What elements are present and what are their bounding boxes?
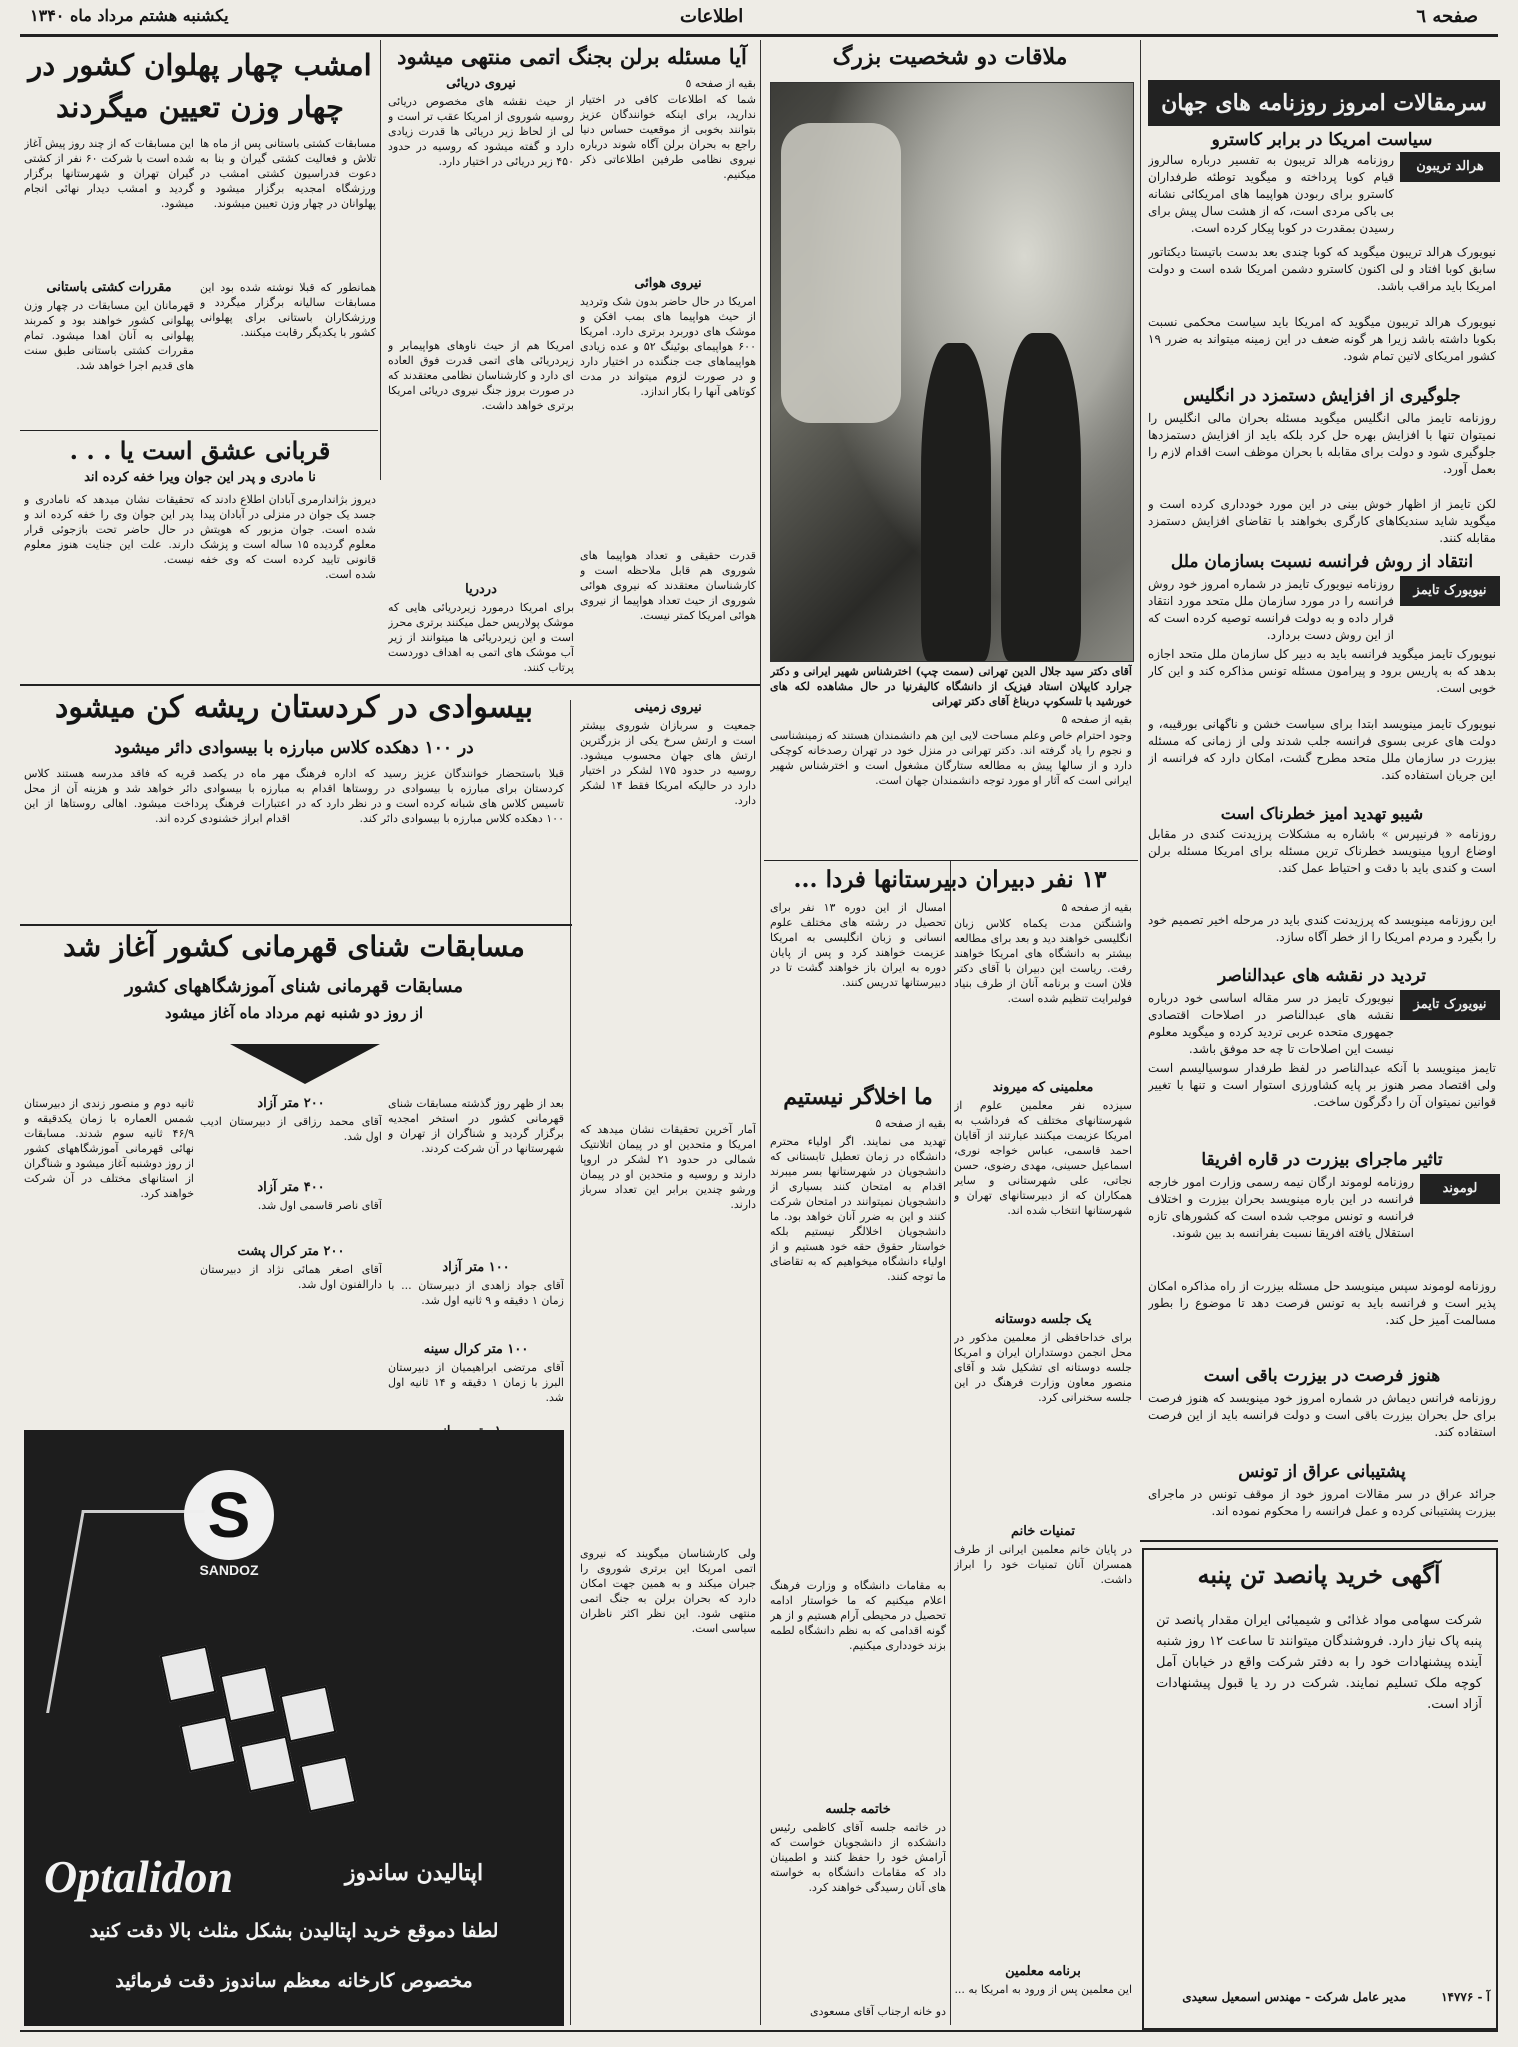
championship-text-p6: آقای ناصر قاسمی اول شد. — [257, 1199, 382, 1212]
box-icon-3 — [280, 1686, 337, 1743]
cotton-ad-headline: آگهی خرید پانصد تن پنبه — [1197, 1560, 1441, 1589]
headline-castro: سیاست امریکا در برابر کاسترو — [1211, 130, 1433, 150]
berlin-text-p3: از حیث نقشه های مخصوص دریائی روسیه شوروی از امریکا عقب تر است و لی از لحاظ زیر دریائی ها قدرت زیادی دارد و گفته میشود که روسیه در حدود ۴۵۰ زیر دریائی در اختیار دارد. — [388, 95, 574, 168]
championship-sub-200free: ۲۰۰ متر آزاد — [257, 1096, 325, 1111]
moral-footer: دو خانه ارجناب آقای مسعودی — [810, 2005, 946, 2018]
wrestling-text-p2: این مسابقات که از چند روز پیش آغاز شده است با شرکت ۶۰ نفر از کشتی گیران تهران و شهرستانها برگزار گردید و امشب دیدار نهائی انجام میشود. — [24, 137, 194, 210]
cotton-ad-text: شرکت سهامی مواد غذائی و شیمیائی ایران مقدار پانصد تن پنبه پاک نیاز دارد. فروشندگان میتوانند تا ساعت ۱۲ روز شنبه آینده پیشنهادات خود را به دفتر شرکت واقع در خیابان آمل کوچه ملک تسلیم نمایند. شرکت در رد یا قبول پیشنهادات آزاد است. — [1156, 1613, 1482, 1712]
article-castro-p1: روزنامه هرالد تریبون به تفسیر درباره سالروز قیام کوبا پرداخته و میگوید توطئه طرفداران کاسترو برای ربودن هواپیما های امریکائی نشانه بی باکی مردی است، که از هشت سال پیش برای رسیدن بمقدرت در کوبا پیکار کرده است. — [1148, 153, 1394, 235]
teachers-text-p2: امسال از این دوره ۱۳ نفر برای تحصیل در رشته های مختلف علوم انسانی و زبان انگلیسی به امریکا عزیمت خواهند کرد و پس از پایان دوره به ایران باز خواهند گشت تا در دبیرستانها تدریس کنند. — [770, 901, 946, 989]
down-arrow-icon — [230, 1040, 380, 1088]
optalidon-product: Optalidon — [44, 1851, 234, 1902]
berlin-text-p1: شما که اطلاعات کافی در اختیار ندارید، برای اینکه خوانندگان عزیز بتوانند بخوبی از موقعیت حساس دنیا راجع به بحران برلن آگاه شوند درباره نیروی نظامی طرفین اطلاعاتی ذکر میکنیم. — [580, 93, 756, 181]
optalidon-line1: لطفا دموقع خرید اپتالیدن بشکل مثلث بالا دقت کنید — [89, 1920, 499, 1942]
wrestling-headline: امشب چهار پهلوان کشور در چهار وزن تعیین میگردند — [28, 48, 372, 124]
love-headline: قربانی عشق است یا . . . — [69, 436, 331, 465]
berlin-cont: بقیه از صفحه ٥ — [685, 77, 756, 90]
love-text-p1: دیروز بژاندارمری آبادان اطلاع دادند که جسد یک جوان در منزلی در آبادان پیدا شده است. جوان مزبور که هویتش معلوم گردیده ۱۵ ساله است و پزشک قانونی تایید کرده است که وی خفه شده است. — [200, 493, 376, 581]
telescope-shape — [781, 123, 901, 423]
meeting-photo — [770, 82, 1134, 662]
headline-threat: شیبو تهدید امیز خطرناک است — [1220, 804, 1424, 823]
love-text-p2: تحقیقات نشان میدهد که نامادری و پدر این جوان وی را خفه کرده اند و در حال حاضر تحت بازجوئی قرار دارند. علت این جنایت هنوز معلوم نیست. — [24, 493, 194, 566]
article-un-p1: روزنامه نیویورک تایمز در شماره امروز خود روش فرانسه را در مورد سازمان ملل متحد مورد انتقاد قرار داده و به دولت فرانسه توصیه کرده است که از این روش دست بردارد. — [1148, 577, 1394, 642]
issue-date: یکشنبه هشتم مرداد ماه ۱۳۴۰ — [30, 6, 229, 25]
article-wages-p1: روزنامه تایمز مالی انگلیس میگوید مسئله بحران مالی انگلیس را نمیتوان تنها با افزایش بهره حل کرد بلکه باید از افزایش دستمزدها جلوگیری شود و دولت برای مقابله با بحران موظف است اقدام لازم را بعمل آورد. — [1148, 411, 1496, 476]
person-right — [1001, 333, 1081, 661]
person-left — [921, 343, 991, 661]
headline-bizerte-chance: هنوز فرصت در بیزرت باقی است — [1203, 1366, 1441, 1386]
championship-sub-400free: ۴۰۰ متر آزاد — [257, 1180, 325, 1195]
love-subheadline: نا مادری و پدر این جوان ویرا خفه کرده اند — [84, 470, 316, 485]
championship-subheadline: مسابقات قهرمانی شنای آموزشگاههای کشور — [125, 976, 463, 997]
headline-nasser: تردید در نقشه های عبدالناصر — [1217, 966, 1427, 986]
sandoz-brand: SANDOZ — [199, 1562, 259, 1578]
illiteracy-subheadline: در ۱۰۰ دهکده کلاس مبارزه با بیسوادی دائر میشود — [114, 738, 474, 758]
berlin-text-p2: امریکا در حال حاضر بدون شک وتردید از حیث هواپیما های بمب افکن و موشک های دوربرد برتری دارد. امریکا ۶۰۰ هواپیمای بوئینگ ۵۲ و عده زیادی هواپیماهای جت جنگنده در اختیار دارد و در صورت لزوم میتواند در مدت کوتاهی آنها را بکار اندازد. — [580, 295, 756, 398]
teachers-text-p5: در پایان خانم معلمین ایرانی از طرف همسران آنان تمنیات خود را ابراز داشت. — [954, 1543, 1132, 1586]
illiteracy-headline: بیسوادی در کردستان ریشه کن میشود — [54, 690, 533, 725]
article-threat-p1: روزنامه « فرنیپرس » باشاره به مشکلات پرزیدنت کندی در مقابل اوضاع اروپا مینویسد خطرناک ترین مسئله برای امریکا مسئله برلن است و کندی باید با دقت و احتیاط عمل کند. — [1148, 827, 1496, 875]
article-bizerte-africa-p1: روزنامه لوموند ارگان نیمه رسمی وزارت امور خارجه فرانسه در این باره مینویسد بحران بیزرت و اختلاف فرانسه و تونس موجب شده است که کشورهای تازه استقلال یافته افریقا نسبت بفرانسه بد بین شوند. — [1148, 1175, 1414, 1240]
teachers-sub-going: معلمینی که میروند — [992, 1080, 1094, 1095]
wrestling-text-p4: قهرمانان این مسابقات در چهار وزن پهلوانی کشور خواهند بود و کمربند پهلوانی به آنان اهدا میشود. تمام مقررات کشتی باستانی طبق سنت های قدیم اجرا خواهد شد. — [24, 299, 194, 372]
championship-text-p1: بعد از ظهر روز گذشته مسابقات شنای قهرمانی کشور در استخر امجدیه برگزار گردید و شناگران از تهران و شهرستانها در آن شرکت کردند. — [388, 1097, 564, 1155]
box-icon-5 — [240, 1736, 297, 1793]
championship-text-p3: آقای مرتضی ابراهیمیان از دبیرستان البرز با زمان ۱ دقیقه و ۱۴ ثانیه اول شد. — [388, 1361, 564, 1404]
world-press-banner: سرمقالات امروز روزنامه های جهان — [1148, 80, 1500, 126]
sandoz-logo-icon: S — [184, 1470, 274, 1560]
article-wages-p2: لکن تایمز از اظهار خوش بینی در این مورد خودداری کرده است و میگوید شاید سندیکاهای کارگری بخواهند با تقاضای افزایش دستمزد مقابله کنند. — [1148, 497, 1496, 545]
illiteracy-text-p1: قبلا باستحضار خوانندگان عزیز رسید که اداره فرهنگ کردستان برای مبارزه با بیسوادی در روستاها اقدام به تاسیس کلاس های شبانه کرده است و در نظر دارد که در ۱۰۰ دهکده کلاس مبارزه با بیسوادی دائر کند. — [296, 767, 564, 825]
box-icon-4 — [180, 1716, 237, 1773]
teachers-sub-wishes: تمنیات خانم — [1011, 1524, 1075, 1539]
optalidon-persian: اپتالیدن ساندوز — [344, 1860, 484, 1886]
berlin-sub-sea: دردریا — [465, 582, 497, 597]
wrestling-sub-rules: مقررات کشتی باستانی — [46, 280, 172, 295]
teachers-text-p6: این معلمین پس از ورود به امریکا به ... — [954, 1983, 1132, 1996]
article-nasser-p1: نیویورک تایمز در سر مقاله اساسی خود درباره نقشه های عبدالناصر در اصلاحات اقتصادی جمهوری متحده عربی تردید کرده و میگوید معلوم نیست این اصلاحات تا چه حد موفق باشد. — [1148, 991, 1394, 1056]
meeting-text: وجود احترام خاص وعلم مساحت لایی این هم دانشمندان هستند که زمینشناسی و نجوم را یاد گرفته اند. دکتر تهرانی در منزل خود در تهران رصدخانه کوچکی دارد و از سالها پیش به مطالعه ستارگان مشغول است و اخترشناس شهیر ایرانی است که آثار او مورد توجه دانشمندان جهان است. — [770, 729, 1132, 787]
teachers-sub-meeting: یک جلسه دوستانه — [994, 1312, 1092, 1327]
optalidon-line2: مخصوص کارخانه معظم ساندوز دقت فرمائید — [115, 1970, 473, 1992]
championship-subheadline-2: از روز دو شنبه نهم مرداد ماه آغاز میشود — [164, 1004, 424, 1022]
meeting-cont: بقیه از صفحه ۵ — [1061, 713, 1132, 726]
cotton-ad-code: آ - ۱۴۷۷۶ — [1441, 1990, 1490, 2004]
wrestling-text-p1: مسابقات کشتی باستانی پس از ماه ها تلاش و فعالیت کشتی گیران و بنا به دعوت فدراسیون کشتی امشب در ورزشگاه امجدیه برگزار میشود و پهلوانان در چهار وزن تعیین میشوند. — [200, 137, 376, 210]
paper-name: اطلاعات — [680, 6, 744, 27]
paper-label-herald: هرالد تریبون — [1400, 152, 1500, 182]
moral-text-p3: در خاتمه جلسه آقای کاظمی رئیس دانشکده از دانشجویان خواست که آرامش خود را حفظ کنند و اطمینان داد که مقامات دانشگاه به خواسته های آنان رسیدگی خواهند کرد. — [770, 1821, 946, 1894]
moral-text-p1: تهدید می نمایند. اگر اولیاء محترم دانشگاه در زمان تعطیل تابستانی که دانشجویان در شهرستانها بسر میبرند اقدام به امتحان کنند بسیاری از دانشجویان نمیتوانند در امتحان شرکت کنند و این به ضرر آنان خواهد بود. ما دانشجویان اخلالگر نیستیم بلکه خواستار حقوق حقه خود هستیم و از اولیاء دانشگاه میخواهیم که به تقاضای ما توجه کنند. — [770, 1135, 946, 1283]
article-nasser-p2: تایمز مینویسد با آنکه عبدالناصر در لفظ طرفدار سوسیالیسم است ولی اقتصاد مصر هنوز بر پایه کشاورزی استوار است و تنها با تغییر قوانین نمیتوان آن را دگرگون ساخت. — [1148, 1061, 1496, 1109]
article-un-p2: نیویورک تایمز میگوید فرانسه باید به دبیر کل سازمان ملل متحد اجازه بدهد که به پاریس برود و پیرامون مسئله تونس مذاکره کند و این کار خوبی است. — [1148, 647, 1496, 695]
berlin-text-p2b: قدرت حقیقی و تعداد هواپیما های شوروی هم قابل ملاحظه است و کارشناسان معتقدند که نیروی هوائی شوروی از حیث تعداد هواپیما از نیروی هوائی امریکا کمتر نیست. — [580, 549, 756, 622]
championship-sub-100free: ۱۰۰ متر آزاد — [442, 1260, 510, 1275]
moral-text-p2: به مقامات دانشگاه و وزارت فرهنگ اعلام میکنیم که ما خواستار ادامه تحصیل در محیطی آرام هستیم و از هر گونه اقدامی که به نظم دانشگاه لطمه بزند خودداری میکنیم. — [770, 1579, 946, 1652]
article-castro-p3: نیویورک هرالد تریبون میگوید که امریکا باید سیاست محکمی نسبت بکوبا داشته باشد زیرا هر گونه ضعف در این زمینه میتواند به ضرر ۱۹ کشور امریکای لاتین تمام شود. — [1148, 315, 1496, 363]
headline-iraq: پشتیبانی عراق از تونس — [1238, 1462, 1406, 1482]
paper-label-nyt-2: نیویورک تایمز — [1400, 990, 1500, 1020]
berlin-text-p5c: ولی کارشناسان میگویند که نیروی اتمی امریکا این برتری شوروی را جبران میکند و به همین جهت امکان دارد که بحران برلن به جنگ اتمی منتهی شود. این نظر اکثر ناظران سیاسی است. — [580, 1547, 756, 1635]
teachers-text-p4: برای خداحافظی از معلمین مذکور در محل انجمن دوستداران ایران و امریکا جلسه دوستانه ای تشکیل شد و آقای منصور معاون وزارت فرهنگ در این جلسه سخنرانی کرد. — [954, 1331, 1132, 1404]
wrestling-text-p3: همانطور که قبلا نوشته شده بود این مسابقات سالیانه برگزار میگردد و ورزشکاران باستانی برای پهلوانی کشور با یکدیگر رقابت میکنند. — [200, 281, 376, 339]
berlin-sub-air: نیروی هوائی — [634, 276, 702, 291]
meeting-headline: ملاقات دو شخصیت بزرگ — [832, 44, 1068, 70]
article-iraq: جرائد عراق در سر مقالات امروز خود از موقف تونس در ماجرای بیزرت پشتیبانی کرده و عمل فرانسه را محکوم نموده اند. — [1148, 1487, 1496, 1518]
box-icon-6 — [300, 1756, 357, 1813]
headline-wages: جلوگیری از افزایش دستمزد در انگلیس — [1183, 386, 1461, 406]
championship-text-p7: آقای اصغر همائی نژاد از دبیرستان دارالفنون اول شد. — [200, 1263, 382, 1291]
headline-bizerte-africa: تاثیر ماجرای بیزرت در قاره افریقا — [1201, 1150, 1443, 1170]
paper-label-lemonde: لوموند — [1420, 1174, 1500, 1204]
cotton-ad-signature: مدیر عامل شرکت - مهندس اسمعیل سعیدی — [1182, 1990, 1406, 2004]
page-number: صفحه ٦ — [1416, 6, 1478, 27]
box-icon-2 — [220, 1666, 277, 1723]
article-un-p3: نیویورک تایمز مینویسد ابتدا برای سیاست خشن و ناگهانی بورقیبه، و دولت های عربی بسوی فرانسه جلب شدند ولی از زمانی که مسئله بیزرت در سازمان ملل متحد مطرح گشت، امکان دارد که فرانسه از این جریان استفاده کند. — [1148, 717, 1496, 782]
teachers-text-p3: سیزده نفر معلمین علوم از شهرستانهای مختلف که فرداشب به امریکا عزیمت میکنند عبارتند از آقایان احمد قاسمی، عباس خواجه نوری، اسماعیل حسینی، مهدی رضوی، حسن نجاتی، علی شهرستانی و سایر همکاران که از دبیرستانهای تهران و شهرستانها انتخاب شده اند. — [954, 1099, 1132, 1217]
championship-sub-back: ۲۰۰ متر کرال پشت — [237, 1244, 345, 1259]
article-bizerte-chance: روزنامه فرانس دیماش در شماره امروز خود مینویسد که هنوز فرصت برای حل بحران بیزرت باقی است و دولت فرانسه باید از این فرصت استفاده کند. — [1148, 1391, 1496, 1439]
championship-text-p5: آقای محمد رزاقی از دبیرستان ادیب اول شد. — [200, 1115, 382, 1143]
moral-cont: بقیه از صفحه ۵ — [875, 1117, 946, 1130]
teachers-sub-program: برنامه معلمین — [1005, 1964, 1081, 1979]
teachers-text-p1: واشنگتن مدت یکماه کلاس زبان انگلیسی خواهند دید و بعد برای مطالعه بیشتر به دانشگاه های امریکا خواهند رفت. ریاست این دبیران با آقای دکتر فلان است و برنامه آنان از طرف بنیاد فولبرایت تنظیم شده است. — [954, 917, 1132, 1005]
optalidon-ad — [24, 1430, 564, 2026]
berlin-sub-navy: نیروی دریائی — [446, 76, 516, 91]
teachers-headline: ۱۳ نفر دبیران دبیرستانها فردا ... — [793, 866, 1107, 893]
berlin-text-p4: برای امریکا درمورد زیردریائی هایی که موشک پولاریس حمل میکنند برتری محرز است و این زیردریائی ها میتوانند از زیر آب موشک های اتمی به اهداف دوردست پرتاب کنند. — [388, 601, 574, 674]
championship-headline: مسابقات شنای قهرمانی کشور آغاز شد — [63, 930, 525, 963]
championship-sub-breast: ۱۰۰ متر کرال سینه — [423, 1342, 529, 1357]
headline-un: انتقاد از روش فرانسه نسبت بسازمان ملل — [1170, 552, 1474, 572]
moral-headline: ما اخلاگر نیستیم — [783, 1084, 933, 1110]
berlin-text-p3b: امریکا هم از حیث ناوهای هواپیمابر و زیردریائی های اتمی قدرت فوق العاده ای دارد و کارشناسان نظامی معتقدند که در صورت بروز جنگ نیروی دریائی امریکا برتری خواهد داشت. — [388, 339, 574, 412]
paper-label-nyt: نیویورک تایمز — [1400, 576, 1500, 606]
berlin-text-p5b: آمار آخرین تحقیقات نشان میدهد که امریکا و متحدین او در پیمان اتلانتیک شمالی در حدود ۲۱ لشکر در اروپا دارند و روسیه و متحدین او در پیمان ورشو چندین برابر این تعداد سرباز دارند. — [580, 1123, 756, 1211]
article-threat-p2: این روزنامه مینویسد که پرزیدنت کندی باید در مرحله اخیر تصمیم خود را بگیرد و مردم امریکا را از خطر آگاه سازد. — [1148, 913, 1496, 944]
illiteracy-text-p2: مهر ماه در یکصد قریه که فاقد مدرسه هستند کلاس مبارزه با بیسوادی دائر خواهد شد و هزینه آن از محل اعتبارات فرهنگ پرداخت میشود. اهالی روستاها از این اقدام ابراز خشنودی کرده اند. — [24, 767, 290, 825]
championship-text-p2: آقای جواد زاهدی از دبیرستان ... با زمان ۱ دقیقه و ۹ ثانیه اول شد. — [388, 1279, 564, 1307]
article-bizerte-africa-p2: روزنامه لوموند سپس مینویسد حل مسئله بیزرت از راه مذاکره امکان پذیر است و فرانسه باید به تونس فرصت دهد تا موضوع را بطور مسالمت آمیز حل کند. — [1148, 1279, 1496, 1327]
masthead-rule — [20, 34, 1498, 37]
meeting-photo-caption: آقای دکتر سید جلال الدین تهرانی (سمت چپ) اخترشناس شهیر ایرانی و دکتر جرارد کایپلان استاد فیزیک از دانشگاه کالیفرنیا در حال مشاهده لکه های خورشید با تلسکوپ دربناغ آقای دکتر تهرانی — [770, 665, 1132, 708]
berlin-headline: آیا مسئله برلن بجنگ اتمی منتهی میشود — [397, 44, 747, 69]
moral-sub-end: خاتمه جلسه — [825, 1802, 891, 1817]
championship-text-p8: ثانیه دوم و منصور زندی از دبیرستان شمس العماره با زمان یکدقیقه و ۴۶/۹ ثانیه سوم شدند. مسابقات نهائی قهرمانی آموزشگاههای کشور از روز دوشنبه آغاز میشود و شناگران از استانهای مختلف در آن شرکت خواهند کرد. — [24, 1097, 194, 1200]
box-icon-1 — [160, 1646, 217, 1703]
berlin-text-p5: جمعیت و سربازان شوروی بیشتر است و ارتش سرخ یکی از بزرگترین ارتش های جهان محسوب میشود. روسیه در حدود ۱۷۵ لشکر در اختیار دارد در حالیکه امریکا فقط ۱۴ لشکر دارد. — [580, 719, 756, 807]
teachers-cont: بقیه از صفحه ۵ — [1061, 901, 1132, 914]
article-castro-p2: نیویورک هرالد تریبون میگوید که کوبا چندی بعد بدست باتیستا دیکتاتور سابق کوبا افتاد و لی اکنون کاسترو دشمن امریکا شده است و دولت امریکا باید مراقب باشد. — [1148, 245, 1496, 293]
berlin-sub-ground: نیروی زمینی — [634, 700, 702, 715]
